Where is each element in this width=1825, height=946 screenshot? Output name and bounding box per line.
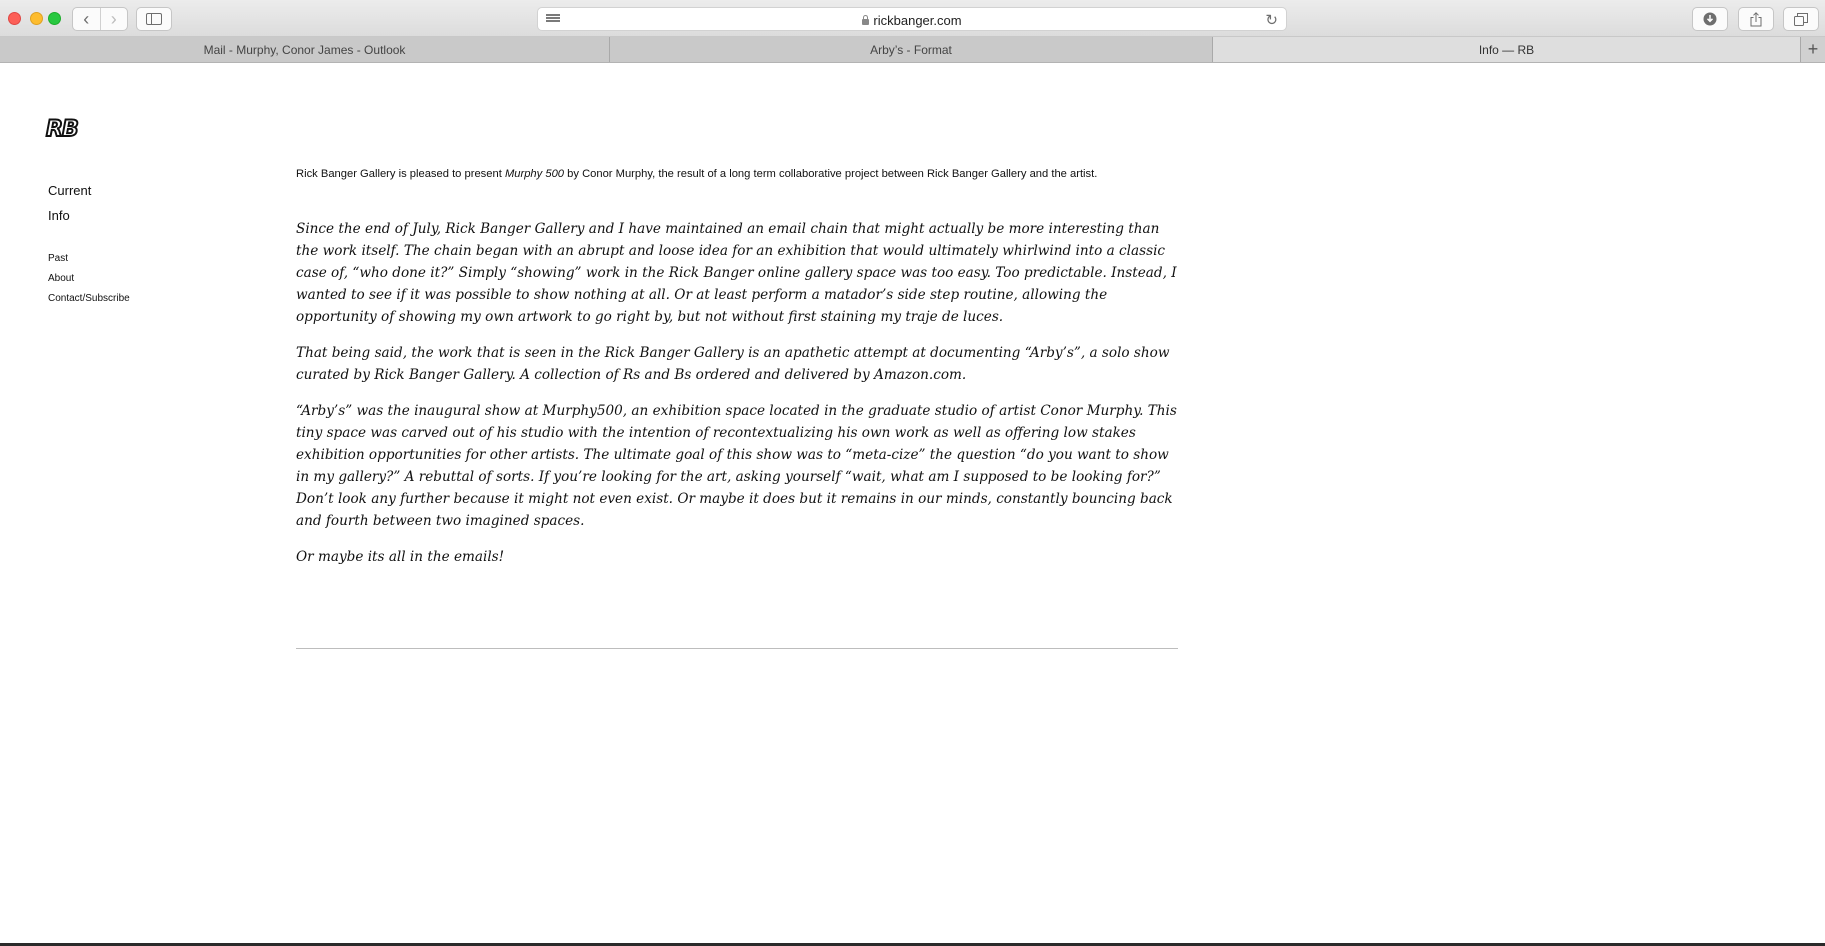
site-logo[interactable]: RB <box>46 117 78 142</box>
tab-label: Info — RB <box>1478 42 1535 57</box>
sidebar-toggle-button[interactable] <box>136 7 172 31</box>
chevron-left-icon: ‹ <box>83 9 90 29</box>
chevron-right-icon: › <box>110 9 117 29</box>
share-icon <box>1750 12 1762 27</box>
nav-contact-subscribe[interactable]: Contact/Subscribe <box>48 293 130 304</box>
secondary-nav <box>48 252 130 312</box>
reload-icon[interactable]: ↻ <box>1265 12 1278 29</box>
tab-label: Arby’s - Format <box>870 42 952 57</box>
tabs-icon <box>1794 13 1808 26</box>
tab-label: Mail - Murphy, Conor James - Outlook <box>203 42 406 57</box>
back-button[interactable] <box>73 8 100 30</box>
history-nav <box>72 7 128 31</box>
main-content <box>296 166 1180 582</box>
tab-outlook[interactable] <box>0 37 610 62</box>
intro-text: Rick Banger Gallery is pleased to present Murphy 500 by Conor Murphy, the result of a long term collaborative project between Rick Banger Gallery and the artist. <box>296 168 1098 180</box>
plus-icon: + <box>1807 39 1819 59</box>
sidebar-icon <box>146 13 162 25</box>
share-button[interactable] <box>1738 7 1774 31</box>
content-divider <box>296 648 1178 649</box>
nav-info[interactable]: Info <box>48 208 70 223</box>
address-bar[interactable] <box>537 7 1287 31</box>
nav-current[interactable]: Current <box>48 183 92 198</box>
essay-paragraph: “Arby’s” was the inaugural show at Murphy500, an exhibition space located in the graduate studio of artist Conor Murphy. This tiny space was carved out of his studio with the intention of recontextualizing his own work as well as offering low stakes exhibition opportunities for other artists. The ultimate goal of this show was to “meta-cize” the question “do you want to show in my gallery?” A rebuttal of sorts. If you’re looking for the art, asking yourself “wait, what am I supposed to be looking for?” Don’t look any further because it might not even exist. Or maybe it does but it remains in our minds, constantly bouncing back and fourth between two imagined spaces. <box>296 403 1177 529</box>
window-zoom-button[interactable] <box>48 12 61 25</box>
downloads-button[interactable] <box>1692 7 1728 31</box>
tab-overview-button[interactable] <box>1783 7 1819 31</box>
browser-toolbar <box>0 0 1825 37</box>
nav-about[interactable]: About <box>48 273 75 284</box>
essay <box>296 218 1180 568</box>
forward-button[interactable] <box>100 8 128 30</box>
essay-paragraph: Since the end of July, Rick Banger Gallery and I have maintained an email chain that might actually be more interesting than the work itself. The chain began with an abrupt and loose idea for an exhibition that would ultimately whirlwind into a classic case of, “who done it?” Simply “showing” work in the Rick Banger online gallery space was too easy. Too predictable. Instead, I wanted to see if it was possible to show nothing at all. Or at least perform a matador’s side step routine, allowing the opportunity of showing my own artwork to go right by, but not without first staining my traje de luces. <box>296 221 1177 325</box>
exhibition-title: Murphy 500 <box>504 168 565 180</box>
essay-paragraph: That being said, the work that is seen in the Rick Banger Gallery is an apathetic attempt at documenting “Arby’s”, a solo show curated by Rick Banger Gallery. A collection of Rs and Bs ordered and delivered by Amazon.com. <box>296 345 1170 383</box>
essay-paragraph: Or maybe its all in the emails! <box>296 549 505 565</box>
primary-nav <box>48 183 91 233</box>
nav-past[interactable]: Past <box>48 253 69 264</box>
download-icon <box>1703 12 1717 26</box>
url-text: rickbanger.com <box>873 13 962 28</box>
window-close-button[interactable] <box>8 12 21 25</box>
web-page <box>0 63 1825 946</box>
lock-icon <box>862 19 869 25</box>
tab-format[interactable] <box>610 37 1213 62</box>
new-tab-button[interactable] <box>1801 37 1825 62</box>
tab-info-rb[interactable] <box>1213 37 1801 62</box>
tab-bar <box>0 37 1825 63</box>
window-minimize-button[interactable] <box>30 12 43 25</box>
